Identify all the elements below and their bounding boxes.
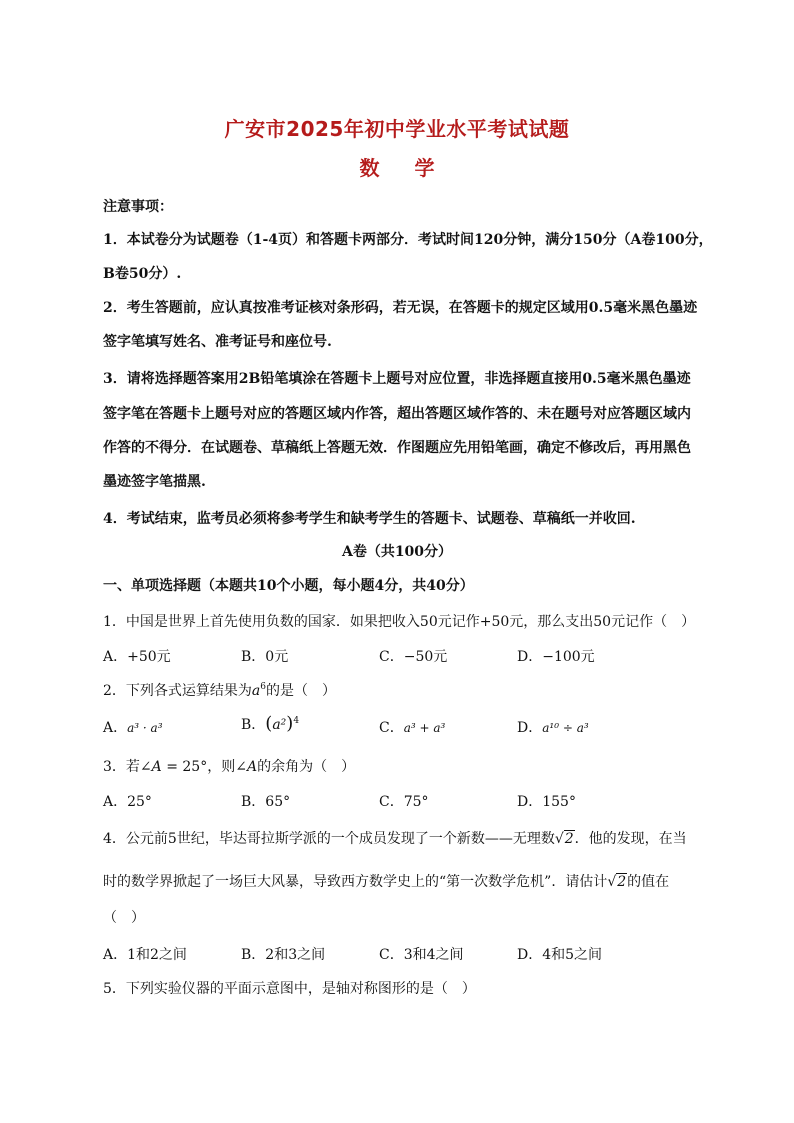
question-3-stem-var: A [151, 759, 162, 775]
question-4-line-1 [103, 828, 687, 848]
question-2-option-c [379, 717, 445, 737]
question-2-option-a [103, 717, 163, 737]
question-1-option-c: C．−50元 [379, 649, 448, 665]
question-4-line-3: （ ） [103, 910, 145, 926]
question-3-stem-pre: 3．若∠ [103, 759, 152, 775]
question-1-option-d: D．−100元 [517, 649, 595, 665]
question-2-stem-exp: 6 [260, 682, 267, 692]
left-paren: ( [265, 713, 273, 734]
notice-item-3-line-3: 作答的不得分．在试题卷、草稿纸上答题无效．作图题应先用铅笔画，确定不修改后，再用黑色 [103, 440, 691, 456]
question-1-option-b: B．0元 [241, 649, 289, 665]
question-1-option-a: A．+50元 [103, 649, 171, 665]
notice-item-1-line-1: 1．本试卷分为试题卷（1-4页）和答题卡两部分．考试时间120分钟，满分150分（A卷100分， [103, 232, 713, 248]
part-1-heading: 一、单项选择题（本题共10个小题，每小题4分，共40分） [103, 578, 474, 594]
question-4-option-d: D．4和5之间 [517, 947, 603, 963]
option-expr: a³ · a³ [127, 721, 163, 735]
question-1-stem: 1．中国是世界上首先使用负数的国家．如果把收入50元记作+50元，那么支出50元记作（ ） [103, 614, 696, 630]
notice-heading: 注意事项： [103, 199, 173, 215]
notice-item-3-line-4: 墨迹签字笔描黑. [103, 474, 206, 490]
exam-title: 广安市2025年初中学业水平考试试题 [224, 117, 570, 141]
question-3-stem [103, 756, 355, 776]
question-4-line-2-pre: 时的数学界掀起了一场巨大风暴，导致西方数学史上的“第一次数学危机”．请估计 [103, 874, 608, 890]
question-2-stem [103, 680, 336, 700]
sqrt-2: √2 [554, 831, 574, 847]
question-2-stem-pre: 2．下列各式运算结果为 [103, 683, 252, 699]
question-3-stem-mid: = 25°，则∠ [161, 759, 247, 775]
question-3-stem-var2: A [246, 759, 258, 775]
question-3-option-b: B．65° [241, 794, 291, 810]
question-3-option-c: C．75° [379, 794, 429, 810]
option-label: C． [379, 720, 404, 736]
question-3-option-a: A．25° [103, 794, 152, 810]
sqrt-2: √2 [607, 874, 627, 890]
option-label: D． [517, 720, 543, 736]
option-expr: a¹⁰ ÷ a³ [542, 721, 589, 735]
question-5-stem: 5．下列实验仪器的平面示意图中，是轴对称图形的是（ ） [103, 981, 476, 997]
notice-item-1-line-2: B卷50分）. [103, 266, 182, 282]
question-4-line-2 [103, 871, 669, 891]
notice-item-3-line-1: 3．请将选择题答案用2B铅笔填涂在答题卡上题号对应位置，非选择题直接用0.5毫米黑色墨迹 [103, 371, 691, 387]
question-4-option-c: C．3和4之间 [379, 947, 464, 963]
option-label: B． [241, 717, 266, 733]
question-4-option-a: A．1和2之间 [103, 947, 187, 963]
question-2-stem-post: 的是（ ） [266, 683, 337, 699]
question-3-stem-post: 的余角为（ ） [257, 759, 356, 775]
question-4-line-1-post: ．他的发现，在当 [574, 831, 687, 847]
question-2-option-b [241, 713, 299, 734]
notice-item-2-line-1: 2．考生答题前，应认真按准考证核对条形码，若无误，在答题卡的规定区域用0.5毫米黑色墨迹 [103, 300, 698, 316]
notice-item-4-line-1: 4．考试结束，监考员必须将参考学生和缺考学生的答题卡、试题卷、草稿纸一并收回. [103, 511, 636, 527]
right-paren: ) [286, 713, 294, 734]
section-a-heading: A卷（共100分） [341, 544, 453, 560]
question-4-option-b: B．2和3之间 [241, 947, 326, 963]
option-label: A． [103, 720, 128, 736]
subject-heading: 数 学 [359, 156, 449, 180]
option-base: a² [272, 717, 287, 733]
option-exp: 4 [293, 716, 300, 726]
notice-item-2-line-2: 签字笔填写姓名、准考证号和座位号. [103, 334, 332, 350]
radicand: 2 [617, 874, 627, 890]
question-4-line-1-pre: 4．公元前5世纪，毕达哥拉斯学派的一个成员发现了一个新数——无理数 [103, 831, 555, 847]
option-expr: a³ + a³ [403, 721, 446, 735]
question-4-line-2-post: 的值在 [627, 874, 670, 890]
notice-item-3-line-2: 签字笔在答题卡上题号对应的答题区域内作答，超出答题区域作答的、未在题号对应答题区域内 [103, 406, 691, 422]
radicand: 2 [564, 831, 574, 847]
question-3-option-d: D．155° [517, 794, 576, 810]
question-2-stem-var: a [251, 683, 261, 699]
question-2-option-d [517, 717, 589, 737]
